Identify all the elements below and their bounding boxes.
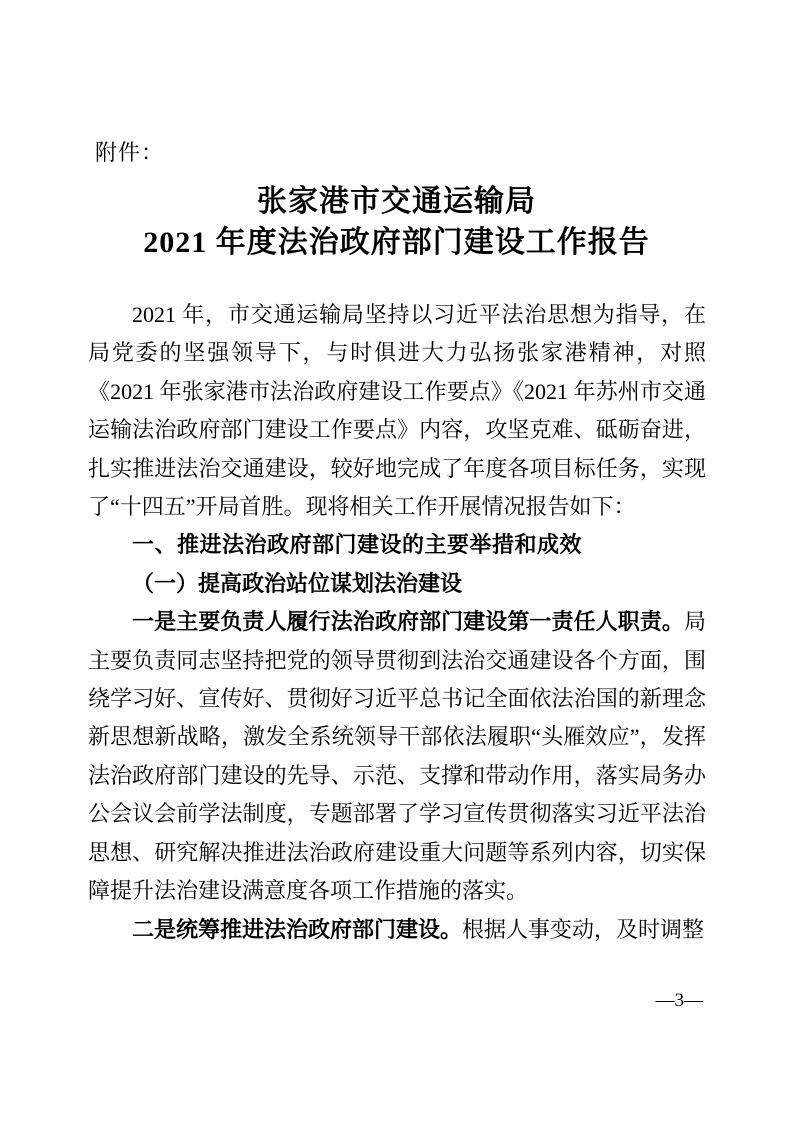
subsection1-heading: （一）提高政治站位谋划法治建设 — [132, 570, 463, 596]
point1-body: 局主要负责同志坚持把党的领导贯彻到法治交通建设各个方面，围绕学习好、宣传好、贯彻好习近平总书记全面依法治国的新理念新思想新战略，激发全系统领导干部依法履职“头雁效应”，发挥法治政府部门建设的先导、示范、支撑和带动作用，落实局务办公会议会前学法制度，专题部署了学习宣传贯彻落实习近平法治思想、研究解决推进法治政府建设重大问题等系列内容，切实保障提升法治建设满意度各项工作措施的落实。 — [88, 609, 706, 904]
point2-body: 根据人事变动，及时调整 — [462, 916, 705, 942]
document-title-line2: 2021 年度法治政府部门建设工作报告 — [143, 226, 650, 259]
document-body — [88, 296, 706, 949]
point2-lead: 二是统筹推进法治政府部门建设。 — [132, 916, 463, 942]
document-title-line1: 张家港市交通运输局 — [257, 185, 536, 218]
section1-heading: 一、推进法治政府部门建设的主要举措和成效 — [132, 532, 583, 558]
intro-paragraph: 2021 年，市交通运输局坚持以习近平法治思想为指导，在局党委的坚强领导下，与时俱进大力弘扬张家港精神，对照《2021 年张家港市法治政府建设工作要点》《2021 年苏州市交通运输法治政府部门建设工作要点》内容，攻坚克难、砥砺奋进，扎实推进法治交通建设，较好地完成了年度各项目标任务，实现了“十四五”开局首胜。现将相关工作开展情况报告如下： — [88, 302, 706, 520]
document-title — [0, 181, 793, 263]
attachment-label: 附件： — [95, 140, 165, 165]
point1-lead: 一是主要负责人履行法治政府部门建设第一责任人职责。 — [132, 609, 684, 635]
page-number: —3— — [655, 990, 703, 1011]
point1-paragraph — [88, 603, 706, 910]
point2-paragraph — [88, 911, 706, 949]
